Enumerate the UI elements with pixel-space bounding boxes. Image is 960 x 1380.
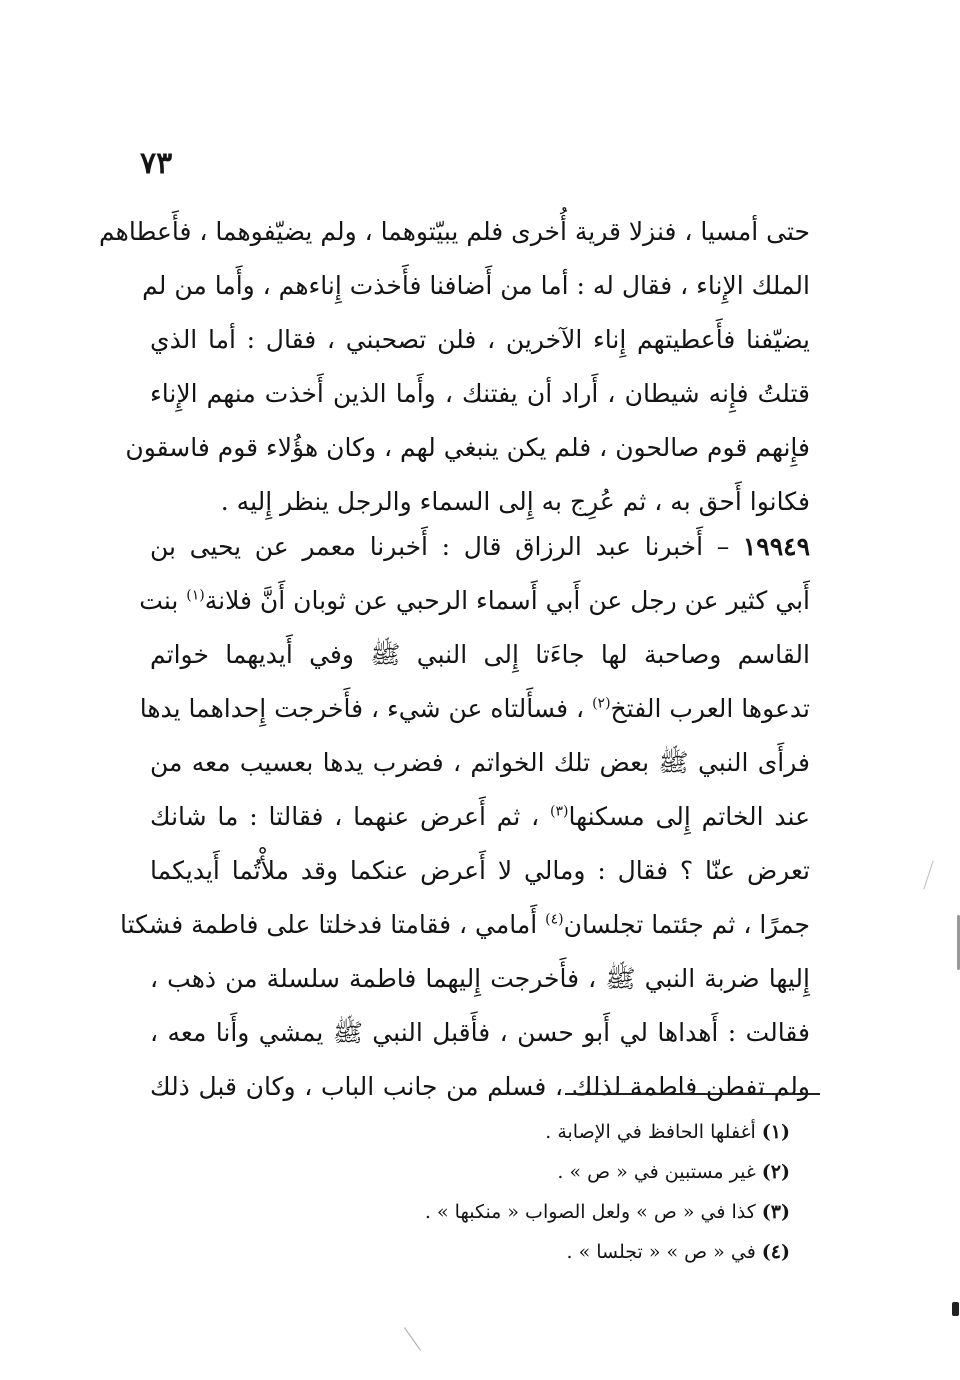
text-line: [150, 520, 810, 574]
footnote-text: في « ص » « تجلسا » .: [566, 1241, 756, 1263]
footnote-number: (٢): [761, 1161, 790, 1183]
paper-crease: [923, 861, 933, 890]
page-number: ٧٣: [140, 146, 173, 181]
footnote-ref[interactable]: (١): [186, 587, 205, 604]
paragraph-1: [99, 205, 810, 529]
footnote-2: [150, 1152, 790, 1192]
text-line: فإِنهم قوم صالحون ، فلم يكن ينبغي لهم ، وكان هؤُلاء قوم فاسقون: [125, 433, 810, 462]
footnotes: [150, 1112, 790, 1272]
footnote-number: (١): [761, 1121, 790, 1143]
footnote-ref[interactable]: (٣): [550, 803, 569, 820]
text-segment: – أَخبرنا عبد الرزاق قال : أَخبرنا معمر عن يحيى بن: [150, 532, 743, 561]
text-line: إِليها ضربة النبي ﷺ ، فأَخرجت إِليهما فاطمة سلسلة من ذهب ،: [150, 964, 810, 993]
text-line: [119, 898, 810, 952]
paper-crease: [404, 1327, 421, 1351]
text-line: فقالت : أَهداها لي أَبو حسن ، فأَقبل النبي ﷺ يمشي وأَنا معه ،: [150, 1018, 810, 1047]
text-line: الملك الإِناء ، فقال له : أما من أَضافنا فأَخذت إِناءهم ، وأَما من لم: [142, 271, 810, 300]
paragraph-2: [119, 520, 810, 1114]
footnote-4: [150, 1232, 790, 1272]
text-line: تعرض عنّا ؟ فقال : ومالي لا أَعرض عنكما وقد ملأْتُما أَيديكما: [150, 856, 810, 885]
hadith-number: ١٩٩٤٩: [742, 532, 810, 561]
text-line: [150, 790, 810, 844]
text-segment: جمرًا ، ثم جئتما تجلسان: [563, 910, 810, 939]
footnote-1: [150, 1112, 790, 1152]
footnote-3: [150, 1192, 790, 1232]
text-segment: أَمامي ، فقامتا فدخلتا على فاطمة فشكتا: [119, 910, 546, 939]
text-segment: تدعوها العرب الفتخ: [610, 694, 810, 723]
scan-artifact: [952, 1302, 959, 1316]
text-line: قتلتُ فإِنه شيطان ، أَراد أن يفتنك ، وأَما الذين أَخذت منهم الإِناء: [150, 379, 810, 408]
text-segment: عند الخاتم إِلى مسكنها: [568, 802, 810, 831]
text-line: فكانوا أَحق به ، ثم عُرِج به إِلى السماء والرجل ينظر إِليه .: [220, 487, 810, 516]
footnote-ref[interactable]: (٢): [592, 695, 611, 712]
footnote-text: أغفلها الحافظ في الإصابة .: [545, 1121, 756, 1143]
text-line: [139, 574, 810, 628]
footnote-ref[interactable]: (٤): [545, 911, 564, 928]
text-line: ولم تفطن فاطمة لذلك ، فسلم من جانب الباب ، وكان قبل ذلك: [150, 1072, 810, 1101]
text-line: القاسم وصاحبة لها جاءَتا إِلى النبي ﷺ وفي أَيديهما خواتم: [150, 640, 810, 669]
footnote-text: غير مستبين في « ص » .: [557, 1161, 756, 1183]
footnote-separator: [565, 1093, 820, 1095]
footnote-text: كذا في « ص » ولعل الصواب « منكبها » .: [424, 1201, 756, 1223]
text-line: فرأَى النبي ﷺ بعض تلك الخواتم ، فضرب يدها بعسيب معه من: [150, 748, 810, 777]
text-line: يضيّفنا فأَعطيتهم إِناء الآخرين ، فلن تصحبني ، فقال : أما الذي: [150, 325, 810, 354]
text-line: حتى أمسيا ، فنزلا قرية أُخرى فلم يبيّتوهما ، ولم يضيّفوهما ، فأَعطاهم: [99, 217, 810, 246]
footnote-number: (٣): [761, 1201, 790, 1223]
text-line: [139, 682, 810, 736]
text-segment: ، ثم أَعرض عنهما ، فقالتا : ما شانك: [150, 802, 550, 831]
footnote-number: (٤): [761, 1241, 790, 1263]
text-segment: ، فسأَلتاه عن شيء ، فأَخرجت إِحداهما يدها: [139, 694, 593, 723]
text-segment: بنت: [139, 586, 187, 615]
text-segment: أَبي كثير عن رجل عن أَبي أَسماء الرحبي عن ثوبان أَنَّ فلانة: [204, 586, 810, 615]
